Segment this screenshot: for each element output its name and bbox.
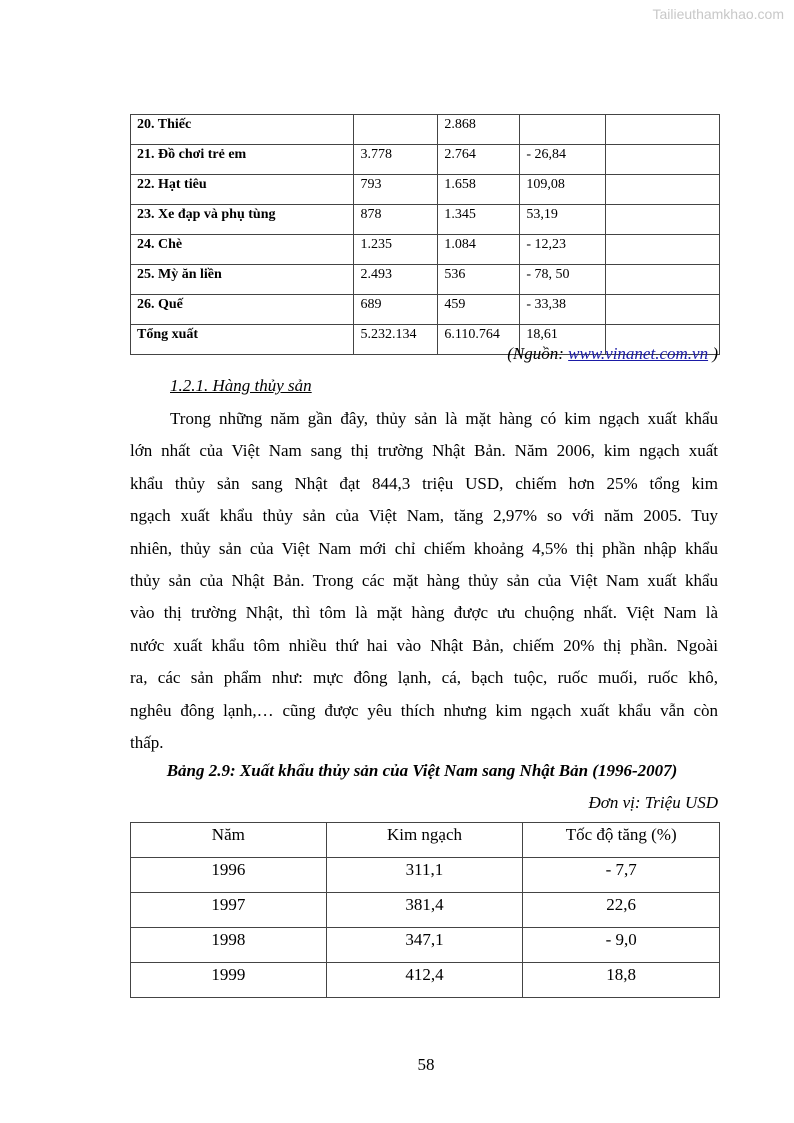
table-cell: 2.764 [438, 145, 520, 175]
paragraph-line: thấp. [130, 733, 164, 753]
table-row [131, 295, 720, 325]
table-cell: 1999 [131, 963, 327, 998]
table-cell: 878 [354, 205, 438, 235]
table-row [131, 893, 720, 928]
source-suffix: ) [708, 344, 718, 363]
table-row [131, 265, 720, 295]
table-row [131, 235, 720, 265]
row-label: 22. Hạt tiêu [131, 175, 354, 205]
table-cell: - 26,84 [520, 145, 606, 175]
page-number: 58 [417, 1055, 435, 1074]
table-cell: 347,1 [326, 928, 523, 963]
table-cell: 1.345 [438, 205, 520, 235]
table-cell [606, 295, 720, 325]
watermark: Tailieuthamkhao.com [652, 6, 784, 22]
paragraph-line: nghêu đông lạnh,… cũng được yêu thích nhưng kim ngạch xuất khẩu vẫn còn [130, 700, 718, 720]
row-label: 21. Đồ chơi trẻ em [131, 145, 354, 175]
paragraph-line: ra, các sản phẩm như: mực đông lạnh, cá, bạch tuộc, ruốc muối, ruốc khô, [130, 668, 718, 688]
table-cell: 1.235 [354, 235, 438, 265]
table-cell: 536 [438, 265, 520, 295]
table-cell: 1.658 [438, 175, 520, 205]
table-caption: Bảng 2.9: Xuất khẩu thủy sản của Việt Nam sang Nhật Bản (1996-2007) [166, 761, 678, 780]
table-cell: 311,1 [326, 858, 523, 893]
table-cell: 18,61 [520, 325, 606, 355]
table-cell [606, 205, 720, 235]
table-cell: - 12,23 [520, 235, 606, 265]
source-prefix: (Nguồn: [507, 344, 569, 363]
table-cell [606, 115, 720, 145]
column-header: Tốc độ tăng (%) [523, 823, 720, 858]
section-heading: 1.2.1. Hàng thủy sản [170, 376, 312, 395]
row-label: 24. Chè [131, 235, 354, 265]
table-cell: 109,08 [520, 175, 606, 205]
table-cell: - 33,38 [520, 295, 606, 325]
row-label: 20. Thiếc [131, 115, 354, 145]
table-cell: 18,8 [523, 963, 720, 998]
paragraph-line: nhiên, thủy sản của Việt Nam mới chỉ chiếm khoảng 4,5% thị phần nhập khẩu [130, 538, 718, 558]
table-cell: 1998 [131, 928, 327, 963]
seafood-table [130, 822, 720, 998]
table-row [131, 175, 720, 205]
paragraph-line: khẩu thủy sản sang Nhật đạt 844,3 triệu USD, chiếm hơn 25% tổng kim [130, 473, 718, 493]
paragraph-line: nước xuất khẩu tôm nhiều thứ hai vào Nhật Bản, chiếm 20% thị phần. Ngoài [130, 635, 718, 655]
unit-note: Đơn vị: Triệu USD [588, 793, 718, 812]
column-header: Năm [131, 823, 327, 858]
paragraph-line: thủy sản của Nhật Bản. Trong các mặt hàng thủy sản của Việt Nam xuất khẩu [130, 571, 718, 591]
table-cell: 1996 [131, 858, 327, 893]
paragraph-line: lớn nhất của Việt Nam sang thị trường Nhật Bản. Năm 2006, kim ngạch xuất [130, 441, 718, 461]
table-cell: 3.778 [354, 145, 438, 175]
table-cell [354, 115, 438, 145]
export-table [130, 114, 720, 355]
table-cell: 6.110.764 [438, 325, 520, 355]
paragraph-line: ngạch xuất khẩu thủy sản của Việt Nam, tăng 2,97% so với năm 2005. Tuy [130, 506, 718, 526]
table-cell: - 78, 50 [520, 265, 606, 295]
table-cell [606, 265, 720, 295]
table-cell: 2.868 [438, 115, 520, 145]
table-cell [520, 115, 606, 145]
table-cell: 5.232.134 [354, 325, 438, 355]
table-row [131, 963, 720, 998]
table-cell: 689 [354, 295, 438, 325]
table-cell: 793 [354, 175, 438, 205]
table-row [131, 115, 720, 145]
table-cell: 1997 [131, 893, 327, 928]
source-note [507, 344, 718, 364]
table-cell: 53,19 [520, 205, 606, 235]
source-link[interactable]: www.vinanet.com.vn [568, 344, 709, 363]
table-cell: 412,4 [326, 963, 523, 998]
table-row [131, 205, 720, 235]
table-cell: 22,6 [523, 893, 720, 928]
table-row [131, 858, 720, 893]
table-cell: - 7,7 [523, 858, 720, 893]
table-row [131, 928, 720, 963]
table-cell [606, 175, 720, 205]
row-label: 25. Mỳ ăn liền [131, 265, 354, 295]
row-label: Tổng xuất [131, 325, 354, 355]
table-cell [606, 145, 720, 175]
table-cell: 381,4 [326, 893, 523, 928]
table-header-row [131, 823, 720, 858]
table-row [131, 145, 720, 175]
row-label: 26. Quế [131, 295, 354, 325]
row-label: 23. Xe đạp và phụ tùng [131, 205, 354, 235]
table-cell [606, 235, 720, 265]
body-paragraph [130, 403, 718, 759]
paragraph-line: Trong những năm gần đây, thủy sản là mặt hàng có kim ngạch xuất khẩu [170, 409, 718, 428]
table-cell: 2.493 [354, 265, 438, 295]
column-header: Kim ngạch [326, 823, 523, 858]
paragraph-line: vào thị trường Nhật, thì tôm là mặt hàng được ưu chuộng nhất. Việt Nam là [130, 603, 718, 623]
table-cell: - 9,0 [523, 928, 720, 963]
table-cell: 1.084 [438, 235, 520, 265]
table-cell: 459 [438, 295, 520, 325]
